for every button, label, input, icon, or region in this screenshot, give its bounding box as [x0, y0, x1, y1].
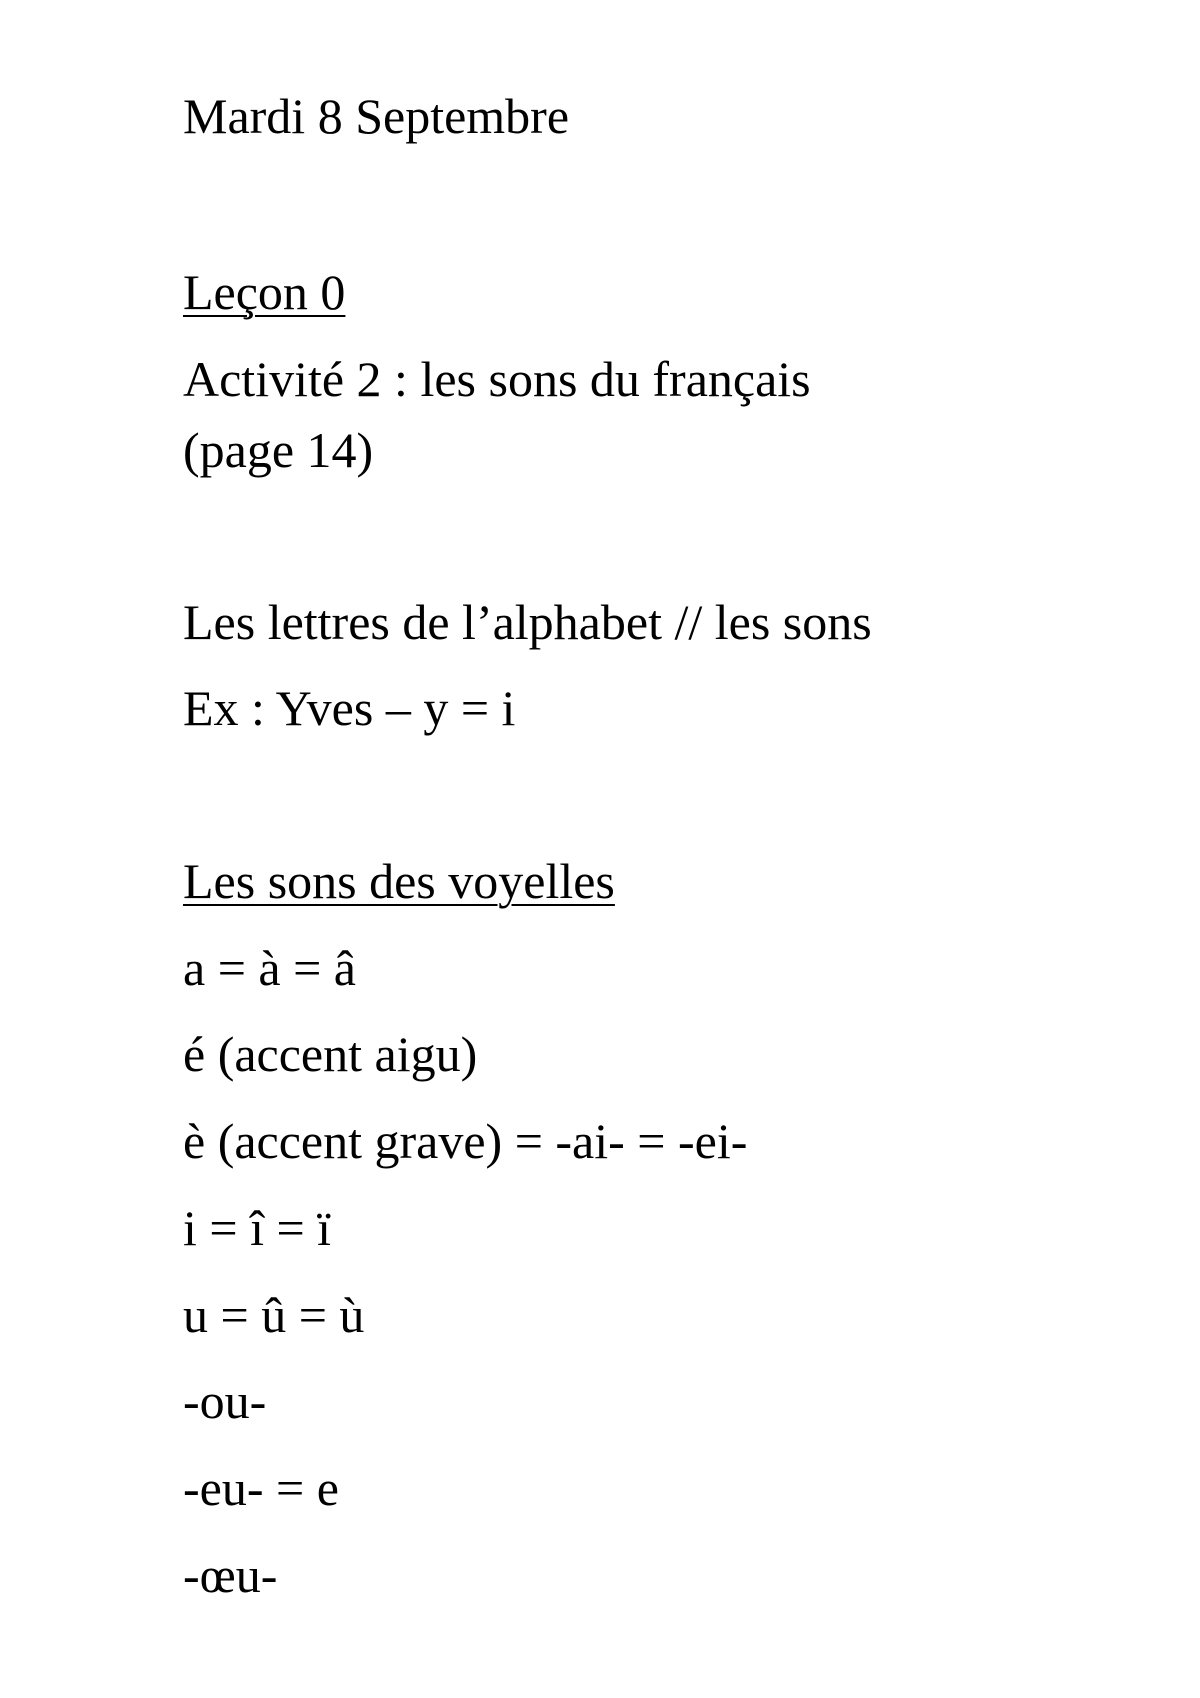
activity-page-reference: (page 14) [183, 422, 374, 478]
letters-line: Les lettres de l’alphabet // les sons [183, 594, 872, 650]
date-heading: Mardi 8 Septembre [183, 88, 570, 144]
vowel-line-i: i = î = ï [183, 1200, 332, 1256]
vowel-line-eu: -eu- = e [183, 1460, 339, 1516]
vowel-line-e-grave: è (accent grave) = -ai- = -ei- [183, 1113, 748, 1169]
vowel-line-oeu: -œu- [183, 1547, 278, 1603]
vowels-heading: Les sons des voyelles [183, 853, 615, 909]
vowel-line-u: u = û = ù [183, 1287, 365, 1343]
vowel-line-e-aigu: é (accent aigu) [183, 1026, 478, 1082]
vowel-line-ou: -ou- [183, 1373, 267, 1429]
lesson-title: Leçon 0 [183, 264, 346, 320]
activity-line: Activité 2 : les sons du français [183, 351, 811, 407]
vowel-line-a: a = à = â [183, 940, 356, 996]
example-line: Ex : Yves – y = i [183, 680, 516, 736]
